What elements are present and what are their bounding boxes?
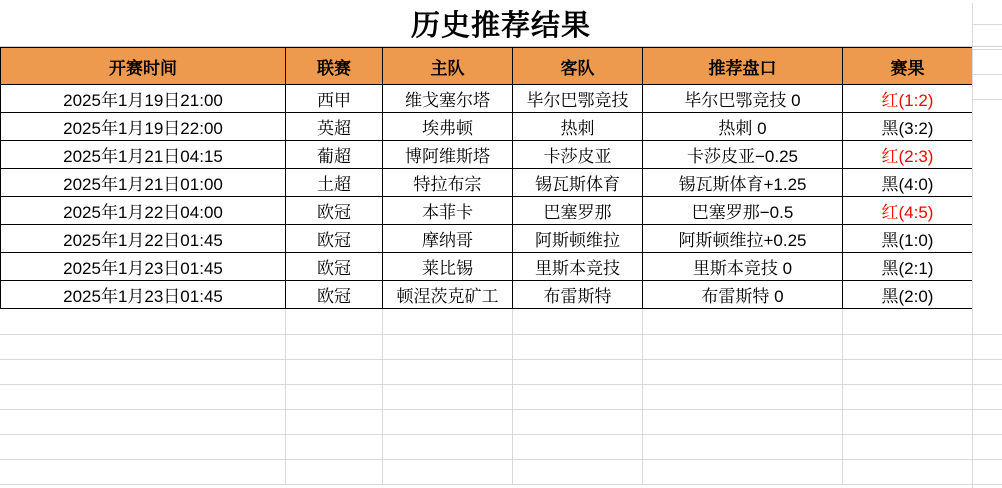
cell-away-team[interactable]: 卡莎皮亚 bbox=[513, 141, 643, 169]
cell-time[interactable]: 2025年1月22日04:00 bbox=[1, 197, 286, 225]
cell-time[interactable]: 2025年1月23日01:45 bbox=[1, 253, 286, 281]
empty-row bbox=[0, 459, 1002, 484]
cell-time[interactable]: 2025年1月19日22:00 bbox=[1, 113, 286, 141]
cell-home-team[interactable]: 顿涅茨克矿工 bbox=[383, 281, 513, 309]
column-header-time[interactable]: 开赛时间 bbox=[1, 48, 286, 85]
empty-row bbox=[0, 309, 1002, 334]
cell-pick[interactable]: 阿斯顿维拉+0.25 bbox=[643, 225, 843, 253]
empty-cell[interactable] bbox=[842, 359, 972, 384]
cell-away-team[interactable]: 锡瓦斯体育 bbox=[513, 169, 643, 197]
table-row bbox=[1, 225, 973, 253]
table-row bbox=[1, 141, 973, 169]
empty-cell[interactable] bbox=[842, 384, 972, 409]
cell-result[interactable]: 红(4:5) bbox=[843, 197, 973, 225]
cell-result[interactable]: 黑(2:1) bbox=[843, 253, 973, 281]
column-header-result[interactable]: 赛果 bbox=[843, 48, 973, 85]
cell-time[interactable]: 2025年1月22日01:45 bbox=[1, 225, 286, 253]
cell-league[interactable]: 葡超 bbox=[286, 141, 383, 169]
table-header-row bbox=[1, 48, 973, 85]
cell-time[interactable]: 2025年1月21日04:15 bbox=[1, 141, 286, 169]
empty-cell[interactable] bbox=[512, 359, 642, 384]
cell-pick[interactable]: 巴塞罗那−0.5 bbox=[643, 197, 843, 225]
empty-cell[interactable] bbox=[642, 459, 842, 484]
empty-row bbox=[0, 434, 1002, 459]
table-header bbox=[1, 48, 973, 85]
empty-cell[interactable] bbox=[973, 0, 1002, 25]
empty-cell[interactable] bbox=[842, 409, 972, 434]
cell-time[interactable]: 2025年1月19日21:00 bbox=[1, 85, 286, 113]
column-header-away-team[interactable]: 客队 bbox=[513, 48, 643, 85]
empty-cell[interactable] bbox=[382, 359, 512, 384]
empty-grid-area bbox=[0, 309, 1002, 485]
empty-cell[interactable] bbox=[973, 50, 1002, 75]
cell-away-team[interactable]: 阿斯顿维拉 bbox=[513, 225, 643, 253]
table-row bbox=[1, 85, 973, 113]
cell-pick[interactable]: 毕尔巴鄂竞技 0 bbox=[643, 85, 843, 113]
cell-home-team[interactable]: 埃弗顿 bbox=[383, 113, 513, 141]
cell-home-team[interactable]: 莱比锡 bbox=[383, 253, 513, 281]
cell-league[interactable]: 欧冠 bbox=[286, 225, 383, 253]
cell-pick[interactable]: 布雷斯特 0 bbox=[643, 281, 843, 309]
table-body bbox=[1, 85, 973, 309]
empty-cell[interactable] bbox=[0, 434, 285, 459]
empty-cell[interactable] bbox=[285, 409, 382, 434]
empty-cell[interactable] bbox=[512, 334, 642, 359]
empty-cell[interactable] bbox=[0, 309, 285, 334]
cell-result[interactable]: 黑(3:2) bbox=[843, 113, 973, 141]
empty-cell[interactable] bbox=[382, 334, 512, 359]
empty-cell[interactable] bbox=[512, 409, 642, 434]
cell-away-team[interactable]: 热刺 bbox=[513, 113, 643, 141]
cell-home-team[interactable]: 维戈塞尔塔 bbox=[383, 85, 513, 113]
empty-cell[interactable] bbox=[382, 434, 512, 459]
empty-cell[interactable] bbox=[285, 359, 382, 384]
empty-cell[interactable] bbox=[285, 384, 382, 409]
empty-cell[interactable] bbox=[285, 434, 382, 459]
empty-cell[interactable] bbox=[842, 309, 972, 334]
cell-pick[interactable]: 锡瓦斯体育+1.25 bbox=[643, 169, 843, 197]
cell-result[interactable]: 红(2:3) bbox=[843, 141, 973, 169]
column-header-league[interactable]: 联赛 bbox=[286, 48, 383, 85]
empty-cell[interactable] bbox=[642, 359, 842, 384]
empty-cell[interactable] bbox=[285, 334, 382, 359]
cell-result[interactable]: 黑(4:0) bbox=[843, 169, 973, 197]
empty-row bbox=[0, 409, 1002, 434]
empty-cell[interactable] bbox=[382, 384, 512, 409]
cell-home-team[interactable]: 博阿维斯塔 bbox=[383, 141, 513, 169]
empty-cell[interactable] bbox=[512, 309, 642, 334]
table-row bbox=[1, 169, 973, 197]
cell-time[interactable]: 2025年1月23日01:45 bbox=[1, 281, 286, 309]
right-margin-column bbox=[972, 0, 1002, 488]
empty-cell[interactable] bbox=[642, 334, 842, 359]
empty-cell[interactable] bbox=[842, 434, 972, 459]
empty-cell[interactable] bbox=[642, 434, 842, 459]
empty-cell[interactable] bbox=[842, 459, 972, 484]
cell-league[interactable]: 英超 bbox=[286, 113, 383, 141]
empty-cell[interactable] bbox=[642, 384, 842, 409]
cell-result[interactable]: 黑(2:0) bbox=[843, 281, 973, 309]
empty-cell[interactable] bbox=[382, 409, 512, 434]
cell-league[interactable]: 欧冠 bbox=[286, 281, 383, 309]
empty-cell[interactable] bbox=[382, 459, 512, 484]
table-row bbox=[1, 113, 973, 141]
column-header-home-team[interactable]: 主队 bbox=[383, 48, 513, 85]
cell-league[interactable]: 欧冠 bbox=[286, 197, 383, 225]
empty-row bbox=[0, 334, 1002, 359]
cell-league[interactable]: 西甲 bbox=[286, 85, 383, 113]
empty-row bbox=[0, 359, 1002, 384]
empty-cell[interactable] bbox=[0, 409, 285, 434]
empty-cell[interactable] bbox=[285, 309, 382, 334]
cell-away-team[interactable]: 里斯本竞技 bbox=[513, 253, 643, 281]
empty-cell[interactable] bbox=[842, 334, 972, 359]
cell-home-team[interactable]: 特拉布宗 bbox=[383, 169, 513, 197]
empty-row bbox=[0, 384, 1002, 409]
cell-home-team[interactable]: 摩纳哥 bbox=[383, 225, 513, 253]
cell-pick[interactable]: 卡莎皮亚−0.25 bbox=[643, 141, 843, 169]
page-title-row bbox=[0, 0, 1002, 47]
history-results-table bbox=[0, 47, 973, 309]
empty-cell[interactable] bbox=[0, 459, 285, 484]
empty-cell[interactable] bbox=[0, 334, 285, 359]
empty-cell[interactable] bbox=[973, 75, 1002, 100]
empty-cell[interactable] bbox=[0, 359, 285, 384]
cell-result[interactable]: 红(1:2) bbox=[843, 85, 973, 113]
cell-away-team[interactable]: 布雷斯特 bbox=[513, 281, 643, 309]
column-header-pick[interactable]: 推荐盘口 bbox=[643, 48, 843, 85]
empty-cell[interactable] bbox=[512, 434, 642, 459]
table-row bbox=[1, 281, 973, 309]
cell-league[interactable]: 土超 bbox=[286, 169, 383, 197]
table-row bbox=[1, 253, 973, 281]
cell-result[interactable]: 黑(1:0) bbox=[843, 225, 973, 253]
empty-cell[interactable] bbox=[512, 459, 642, 484]
empty-cell[interactable] bbox=[512, 384, 642, 409]
empty-cell[interactable] bbox=[0, 384, 285, 409]
empty-cell[interactable] bbox=[973, 25, 1002, 50]
cell-pick[interactable]: 里斯本竞技 0 bbox=[643, 253, 843, 281]
cell-away-team[interactable]: 毕尔巴鄂竞技 bbox=[513, 85, 643, 113]
cell-home-team[interactable]: 本菲卡 bbox=[383, 197, 513, 225]
page-title: 历史推荐结果 bbox=[410, 9, 591, 42]
cell-league[interactable]: 欧冠 bbox=[286, 253, 383, 281]
cell-away-team[interactable]: 巴塞罗那 bbox=[513, 197, 643, 225]
empty-cell[interactable] bbox=[642, 409, 842, 434]
cell-time[interactable]: 2025年1月21日01:00 bbox=[1, 169, 286, 197]
top-edge-strip bbox=[0, 0, 1002, 3]
cell-pick[interactable]: 热刺 0 bbox=[643, 113, 843, 141]
empty-cell[interactable] bbox=[285, 459, 382, 484]
empty-cell[interactable] bbox=[382, 309, 512, 334]
empty-cell[interactable] bbox=[642, 309, 842, 334]
table-row bbox=[1, 197, 973, 225]
